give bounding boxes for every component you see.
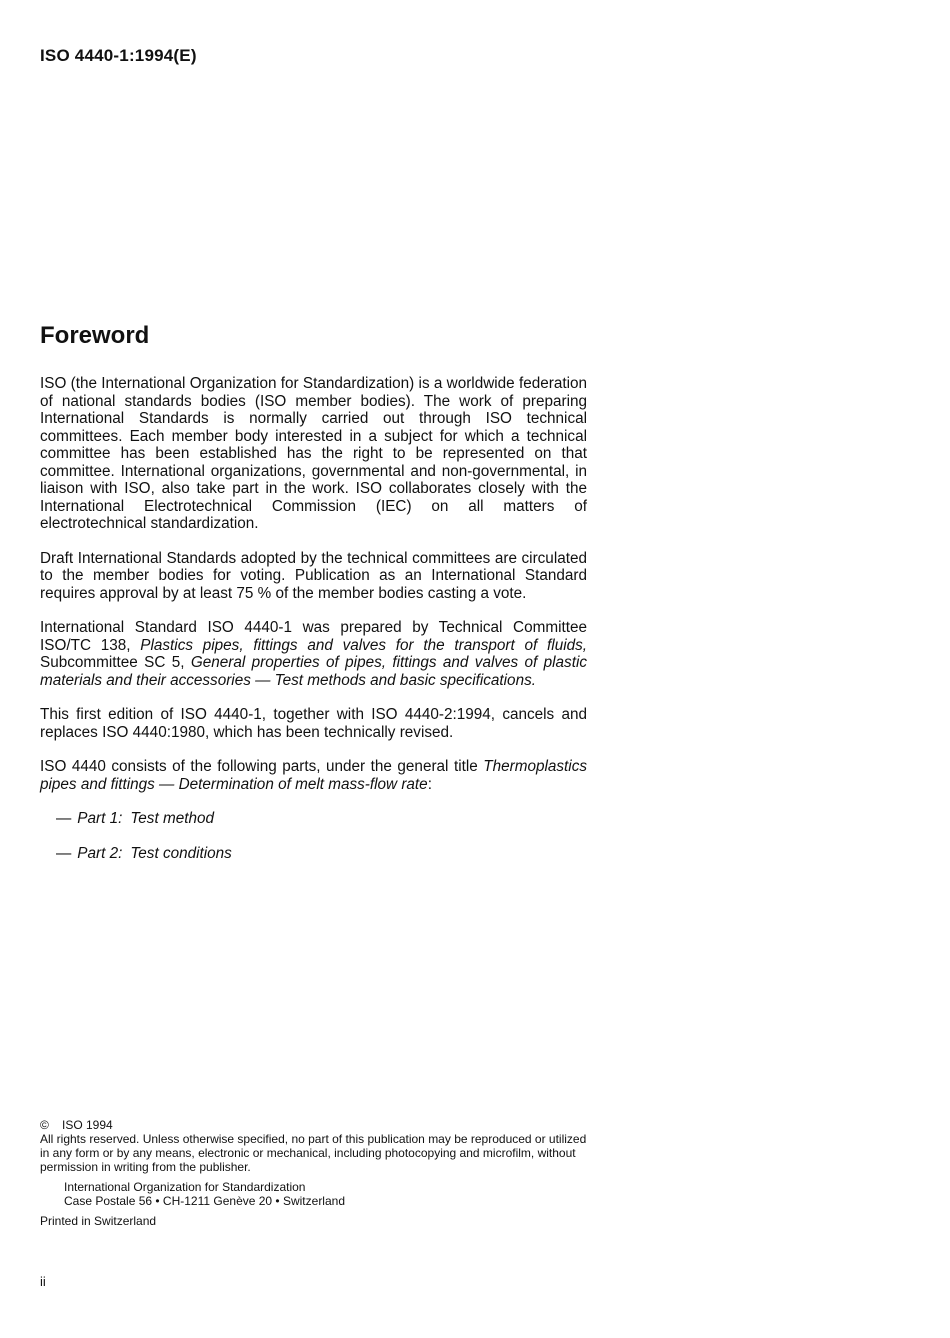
parts-list bbox=[40, 810, 587, 862]
paragraph-edition: This first edition of ISO 4440-1, together with ISO 4440-2:1994, cancels and replaces ISO 4440:1980, which has been technically revised. bbox=[40, 706, 587, 741]
publisher-org: International Organization for Standardization bbox=[64, 1180, 306, 1194]
paragraph-parts-intro bbox=[40, 758, 587, 793]
list-item bbox=[56, 845, 587, 863]
foreword-body bbox=[40, 375, 587, 879]
dash-bullet: — bbox=[56, 844, 72, 862]
document-id: ISO 4440-1:1994(E) bbox=[40, 46, 197, 65]
rights-notice: All rights reserved. Unless otherwise specified, no part of this publication may be reproduced or utilized in any form or by any means, electronic or mechanical, including photocopying and microfilm, without permission in writing from the publisher. bbox=[40, 1132, 587, 1174]
tc-title: Plastics pipes, fittings and valves for the transport of fluids, bbox=[140, 636, 587, 654]
page-number: ii bbox=[40, 1274, 46, 1289]
list-item bbox=[56, 810, 587, 828]
sc-title: General properties of pipes, fittings and valves of plastic materials and their accessories — Test methods and basic specifications. bbox=[40, 654, 587, 689]
dash-bullet: — bbox=[56, 810, 72, 827]
foreword-title: Foreword bbox=[40, 322, 150, 349]
paragraph-iso-intro: ISO (the International Organization for Standardization) is a worldwide federation of national standards bodies (ISO member bodies). The work of preparing International Standards is normally carried out through ISO technical committees. Each member body interested in a subject for which a technical committee has been established has the right to be represented on that committee. International organizations, governmental and non-governmental, in liaison with ISO, also take part in the work. ISO collaborates closely with the International Electrotechnical Commission (IEC) on all matters of electrotechnical standardization. bbox=[40, 375, 587, 532]
part-title: Test method bbox=[130, 810, 214, 827]
part-label: Part 2: bbox=[77, 844, 123, 862]
copyright-icon: © bbox=[40, 1118, 49, 1132]
general-title: Thermoplastics pipes and fittings — Determination of melt mass-flow rate bbox=[40, 758, 587, 793]
preparation-text-b: Subcommittee SC 5, bbox=[40, 654, 191, 671]
copyright-block bbox=[40, 1118, 588, 1228]
printed-in: Printed in Switzerland bbox=[40, 1214, 157, 1228]
preparation-text-a: International Standard ISO 4440-1 was prepared by Technical Committee ISO/TC 138, bbox=[40, 619, 587, 654]
part-label: Part 1: bbox=[77, 810, 123, 827]
publisher-address: Case Postale 56 • CH-1211 Genève 20 • Switzerland bbox=[64, 1194, 345, 1208]
parts-intro-colon: : bbox=[427, 775, 432, 793]
copyright-year: ISO 1994 bbox=[62, 1118, 113, 1132]
copyright-line bbox=[40, 1118, 588, 1132]
paragraph-draft-standards: Draft International Standards adopted by the technical committees are circulated to the member bodies for voting. Publication as an International Standard requires approval by at least 75 % of the member bodies casting a vote. bbox=[40, 549, 587, 602]
paragraph-preparation bbox=[40, 619, 587, 689]
parts-intro-text: ISO 4440 consists of the following parts, under the general title bbox=[40, 758, 484, 775]
part-title: Test conditions bbox=[130, 844, 232, 862]
